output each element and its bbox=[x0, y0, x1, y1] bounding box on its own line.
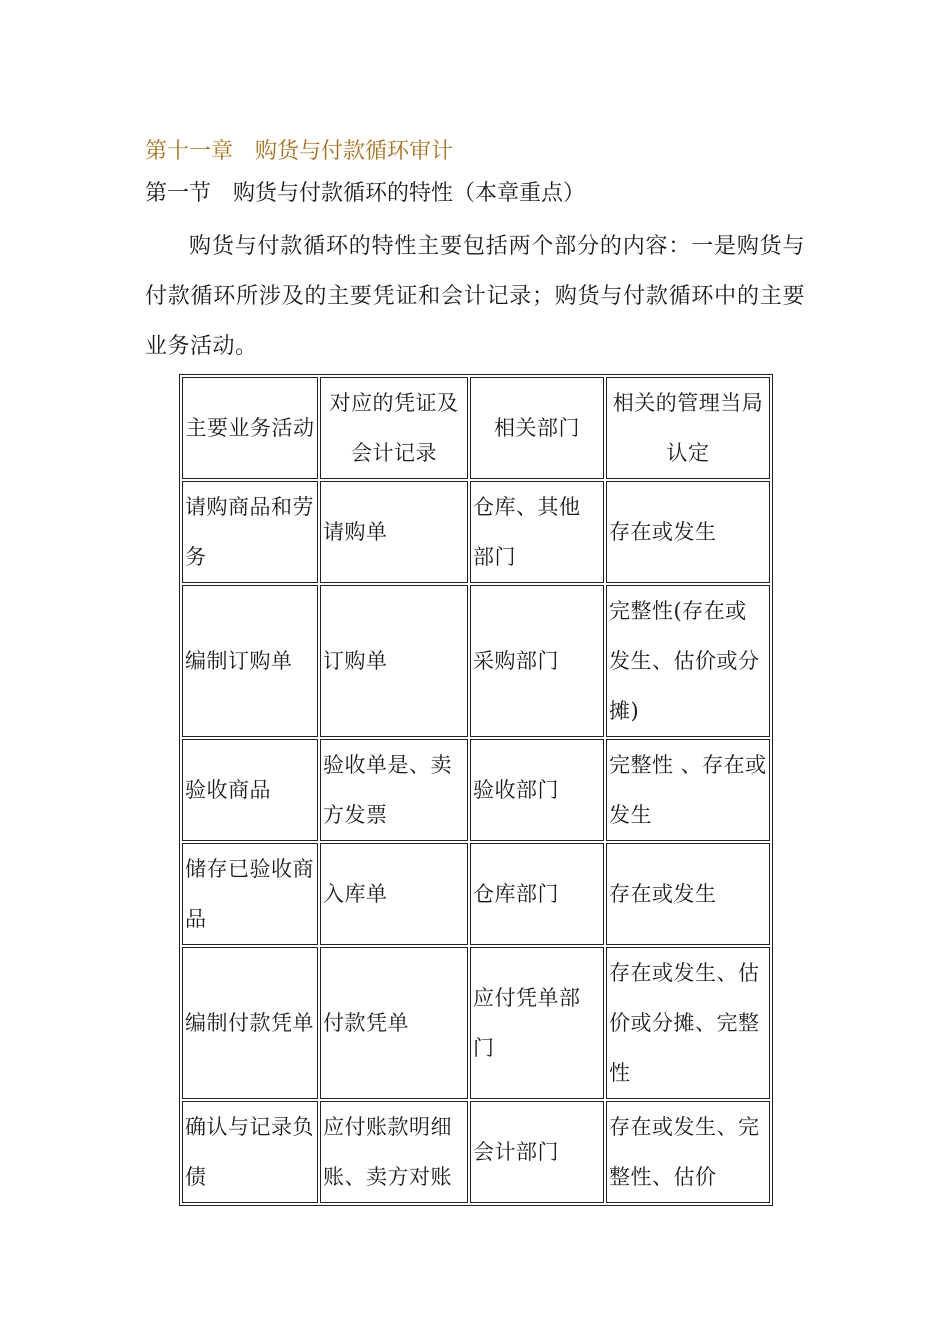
row-assertions: 存在或发生 bbox=[606, 481, 770, 583]
table-header-row bbox=[182, 377, 770, 479]
row-assertions: 完整性 、存在或发生 bbox=[606, 739, 770, 841]
row-documents: 付款凭单 bbox=[320, 947, 468, 1099]
row-activity: 确认与记录负债 bbox=[182, 1101, 318, 1203]
row-assertions: 存在或发生、估价或分摊、完整性 bbox=[606, 947, 770, 1099]
header-assertions: 相关的管理当局认定 bbox=[606, 377, 770, 479]
row-documents: 应付账款明细账、卖方对账 bbox=[320, 1101, 468, 1203]
row-activity: 验收商品 bbox=[182, 739, 318, 841]
row-activity: 请购商品和劳务 bbox=[182, 481, 318, 583]
row-department: 采购部门 bbox=[470, 585, 604, 737]
row-department: 验收部门 bbox=[470, 739, 604, 841]
table-row bbox=[182, 1101, 770, 1203]
business-activities-table bbox=[179, 374, 773, 1206]
row-documents: 请购单 bbox=[320, 481, 468, 583]
row-department: 仓库、其他部门 bbox=[470, 481, 604, 583]
row-documents: 订购单 bbox=[320, 585, 468, 737]
chapter-title: 第十一章 购货与付款循环审计 bbox=[145, 139, 454, 164]
row-assertions: 完整性(存在或发生、估价或分摊) bbox=[606, 585, 770, 737]
header-department: 相关部门 bbox=[470, 377, 604, 479]
row-department: 应付凭单部门 bbox=[470, 947, 604, 1099]
header-documents: 对应的凭证及会计记录 bbox=[320, 377, 468, 479]
table-row bbox=[182, 843, 770, 945]
row-documents: 验收单是、卖方发票 bbox=[320, 739, 468, 841]
document-body bbox=[145, 130, 815, 372]
table-row bbox=[182, 947, 770, 1099]
table-row bbox=[182, 585, 770, 737]
row-assertions: 存在或发生 bbox=[606, 843, 770, 945]
row-activity: 编制付款凭单 bbox=[182, 947, 318, 1099]
row-assertions: 存在或发生、完整性、估价 bbox=[606, 1101, 770, 1203]
row-activity: 编制订购单 bbox=[182, 585, 318, 737]
row-department: 会计部门 bbox=[470, 1101, 604, 1203]
row-department: 仓库部门 bbox=[470, 843, 604, 945]
row-documents: 入库单 bbox=[320, 843, 468, 945]
header-main-activity: 主要业务活动 bbox=[182, 377, 318, 479]
row-activity: 储存已验收商品 bbox=[182, 843, 318, 945]
table-row bbox=[182, 739, 770, 841]
table-row bbox=[182, 481, 770, 583]
section-title: 第一节 购货与付款循环的特性（本章重点） bbox=[145, 181, 586, 206]
intro-paragraph: 购货与付款循环的特性主要包括两个部分的内容：一是购货与付款循环所涉及的主要凭证和会计记录；购货与付款循环中的主要业务活动。 bbox=[145, 234, 805, 359]
